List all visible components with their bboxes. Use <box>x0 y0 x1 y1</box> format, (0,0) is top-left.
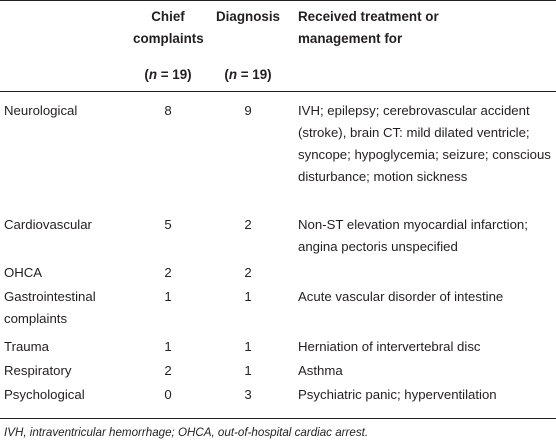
row-diagnosis: 1 <box>244 339 252 354</box>
header-diagnosis <box>209 6 287 86</box>
row-diagnosis: 9 <box>244 103 252 118</box>
row-treatment: Acute vascular disorder of intestine <box>298 289 504 304</box>
row-diagnosis: 3 <box>244 387 252 402</box>
table-bottom-rule <box>0 418 556 419</box>
row-category: Neurological <box>4 103 78 118</box>
row-diagnosis: 2 <box>244 217 252 232</box>
row-category: Respiratory <box>4 363 72 378</box>
row-treatment: Herniation of intervertebral disc <box>298 339 481 354</box>
row-treatment: Asthma <box>298 363 343 378</box>
header-diagnosis-label: Diagnosis <box>216 9 280 24</box>
table-footnote: IVH, intraventricular hemorrhage; OHCA, out-of-hospital cardiac arrest. <box>4 426 369 439</box>
row-treatment: Psychiatric panic; hyperventilation <box>298 387 497 402</box>
row-chief-complaints: 5 <box>164 217 172 232</box>
row-category: Cardiovascular <box>4 217 92 232</box>
row-chief-complaints: 8 <box>164 103 172 118</box>
row-category: OHCA <box>4 265 43 280</box>
table-header-rule <box>0 91 556 92</box>
header-chief-complaints-label: Chief complaints <box>133 9 204 46</box>
header-chief-complaints <box>133 6 203 86</box>
header-treatment <box>298 6 548 50</box>
header-diagnosis-n: (n = 19) <box>224 67 272 82</box>
row-treatment: IVH; epilepsy; cerebrovascular accident (stroke), brain CT: mild dilated ventricle; syncope; hypoglycemia; seizure; conscious disturbance; motion sickness <box>298 103 551 184</box>
row-category: Gastrointestinal complaints <box>4 289 96 326</box>
row-chief-complaints: 0 <box>164 387 172 402</box>
row-chief-complaints: 2 <box>164 363 172 378</box>
header-treatment-line2: management for <box>298 31 403 46</box>
row-diagnosis: 1 <box>244 363 252 378</box>
header-treatment-line1: Received treatment or <box>298 9 439 24</box>
row-treatment: Non-ST elevation myocardial infarction; angina pectoris unspecified <box>298 217 528 254</box>
row-chief-complaints: 2 <box>164 265 172 280</box>
row-chief-complaints: 1 <box>164 339 172 354</box>
row-category: Trauma <box>4 339 49 354</box>
header-chief-complaints-n: (n = 19) <box>144 67 192 82</box>
row-category: Psychological <box>4 387 85 402</box>
row-chief-complaints: 1 <box>164 289 172 304</box>
row-diagnosis: 1 <box>244 289 252 304</box>
row-diagnosis: 2 <box>244 265 252 280</box>
table-top-rule <box>0 0 556 1</box>
